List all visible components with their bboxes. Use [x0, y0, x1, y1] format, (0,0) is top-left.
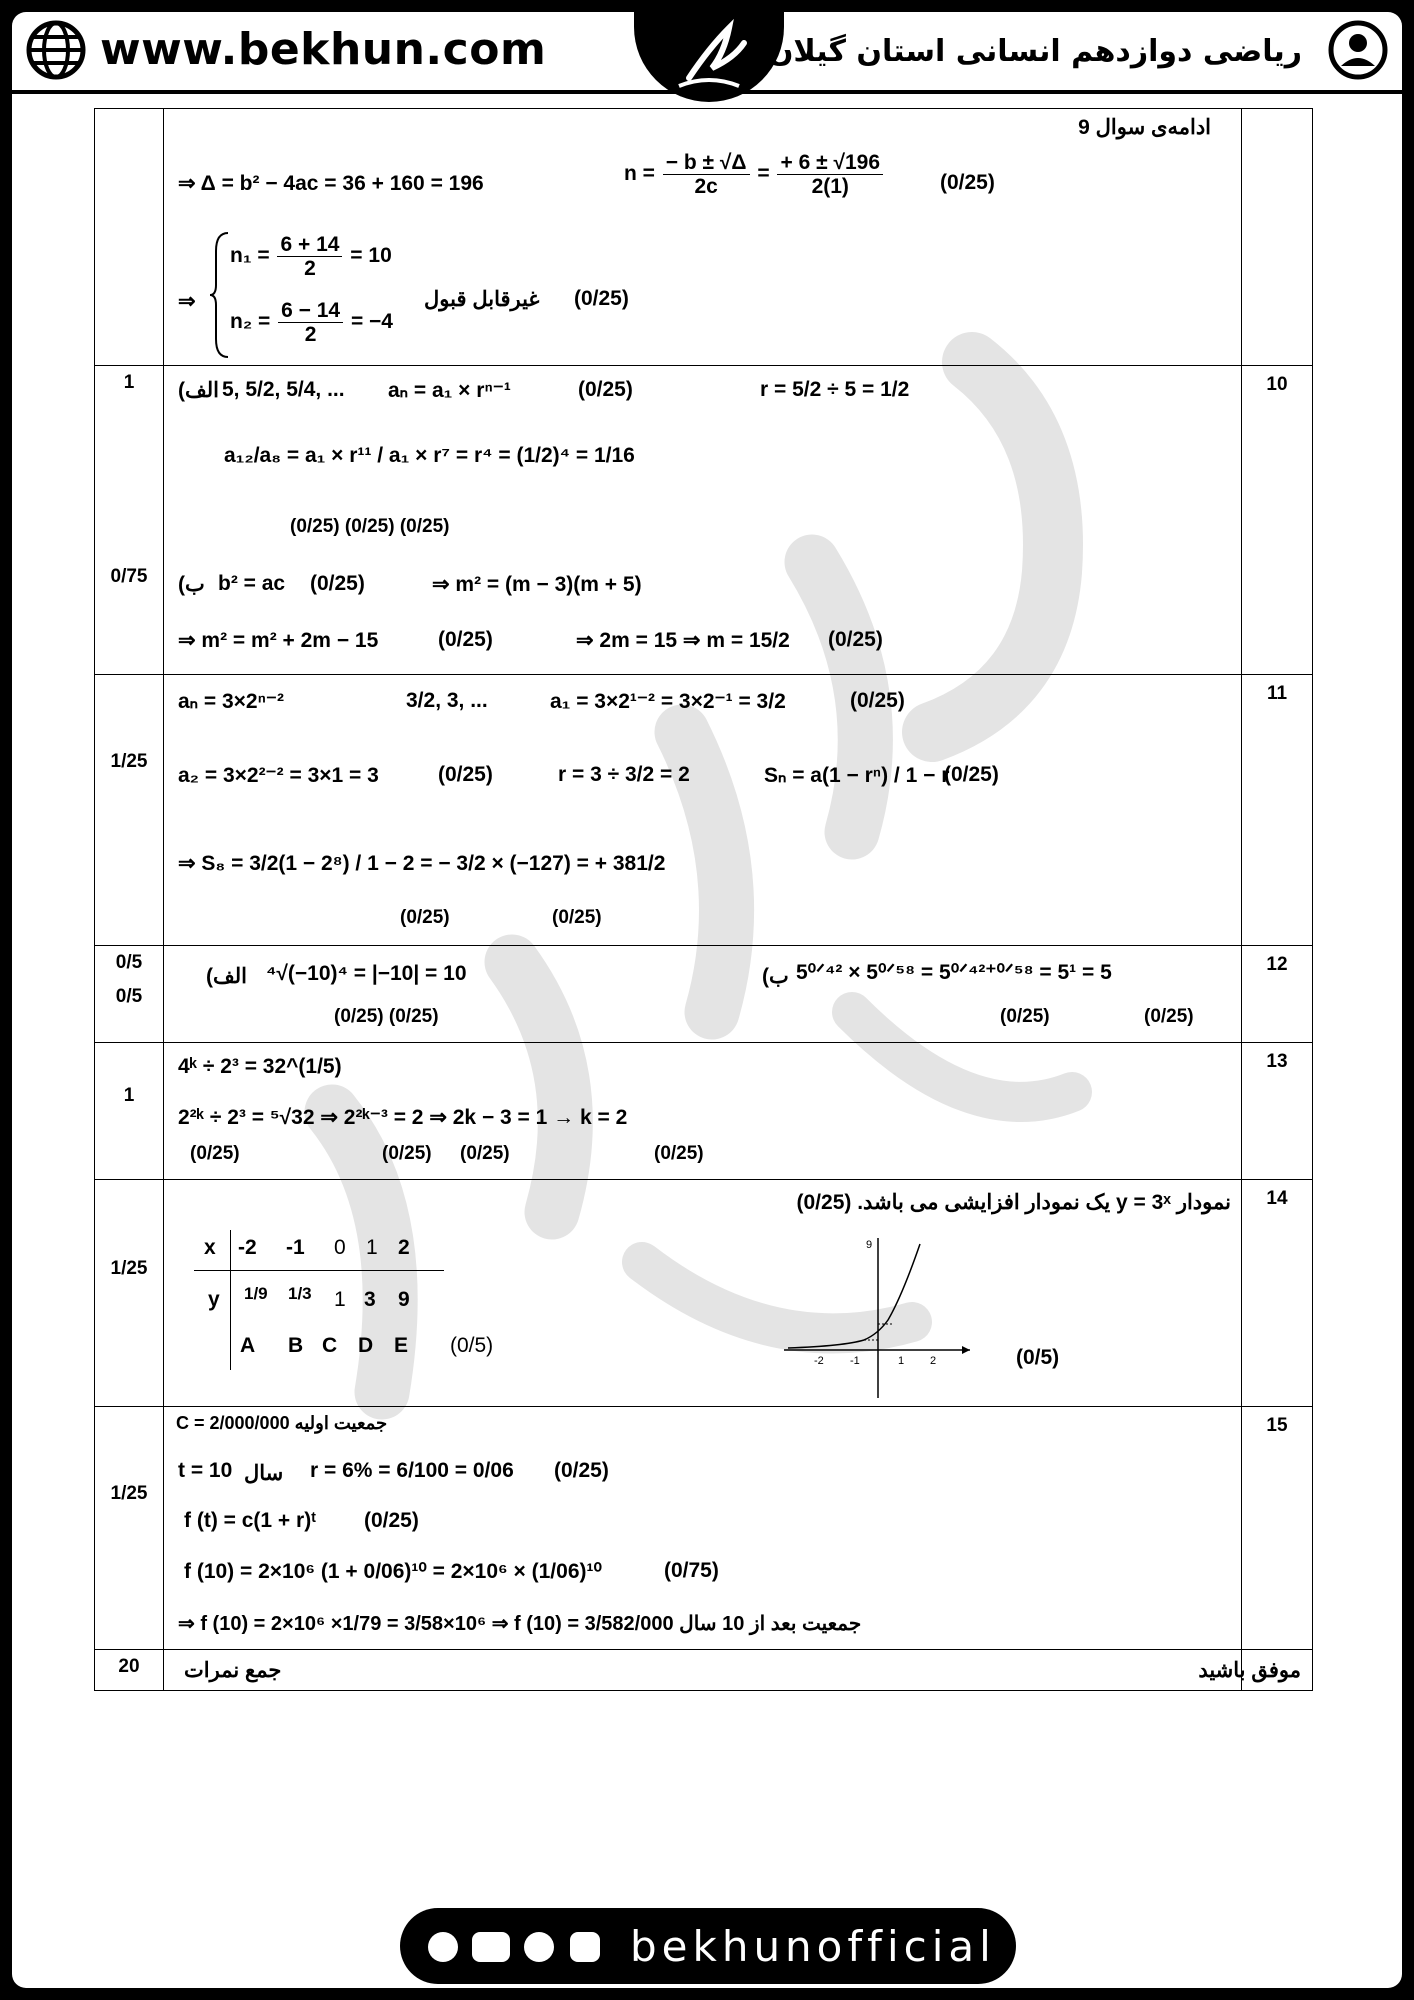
answer-cell-9	[164, 109, 1242, 366]
part-label: الف)	[206, 965, 247, 988]
equation: 2²ᵏ ÷ 2³ = ⁵√32 ⇒ 2²ᵏ⁻³ = 2 ⇒ 2k − 3 = 1 → k = 2	[178, 1106, 628, 1129]
numerator: − b ± √Δ	[663, 151, 750, 175]
y-value: 1	[334, 1288, 346, 1311]
score-mark: (0/25)	[944, 763, 999, 786]
answer-cell-11	[164, 675, 1242, 946]
equation-part: n₁ =	[230, 244, 270, 268]
score-cell	[95, 1650, 164, 1691]
equation-part: n =	[624, 162, 655, 186]
social-footer	[400, 1908, 1016, 1984]
x-label: x	[204, 1236, 216, 1259]
denominator: 2	[304, 257, 316, 281]
point-label: D	[358, 1334, 374, 1357]
equation: 5, 5/2, 5/4, ...	[222, 378, 345, 401]
page	[12, 12, 1402, 1988]
equation-part: = 10	[350, 244, 392, 268]
point-label: A	[240, 1334, 256, 1357]
equation: aₙ = 3×2ⁿ⁻²	[178, 690, 284, 713]
question-statement: نمودار y = 3ˣ یک نمودار افزایشی می باشد. (0/25)	[796, 1191, 1231, 1214]
y-label: y	[208, 1288, 220, 1311]
equation: Sₙ = a(1 − rⁿ) / 1 − r	[764, 764, 950, 787]
equation: 3/2, 3, ...	[406, 689, 488, 712]
question-number-cell	[1242, 366, 1313, 675]
score-mark: (0/5)	[450, 1334, 494, 1357]
note-text: غیرقابل قبول	[424, 288, 540, 311]
answer-cell-10	[164, 366, 1242, 675]
score-value: 1/25	[110, 1258, 148, 1279]
point-label: B	[288, 1334, 304, 1357]
score-cell	[95, 1180, 164, 1407]
score-mark: (0/25)	[382, 1143, 432, 1164]
exponential-graph	[784, 1236, 974, 1400]
unit-text: سال	[244, 1462, 284, 1485]
bekhun-logo	[634, 8, 784, 102]
tick-label: -2	[814, 1355, 824, 1367]
y-value: 1/9	[244, 1284, 268, 1303]
score-cell	[95, 1407, 164, 1650]
page-header	[12, 12, 1402, 94]
score-cell	[95, 1043, 164, 1180]
row-label: ادامه‌ی سوال 9	[1078, 116, 1211, 139]
score-cell	[95, 109, 164, 366]
implies-symbol: ⇒	[178, 290, 196, 313]
question-number: 13	[1266, 1051, 1288, 1072]
equation: f (t) = c(1 + r)ᵗ	[184, 1509, 316, 1532]
equation: ⇒ 2m = 15 ⇒ m = 15/2	[576, 629, 790, 652]
total-cell	[164, 1650, 1301, 1691]
question-number: 10	[1266, 374, 1288, 395]
equation: r = 5/2 ÷ 5 = 1/2	[760, 378, 910, 401]
closing-text: موفق باشید	[1198, 1659, 1301, 1682]
score-mark: (0/25)	[828, 628, 883, 651]
equation: ⇒ f (10) = 2×10⁶ ×1/79 = 3/58×10⁶ ⇒ f (10) = 3/582/000 جمعیت بعد از 10 سال	[178, 1613, 862, 1635]
score-cell	[95, 946, 164, 1043]
score-cell	[95, 366, 164, 675]
numerator: 6 + 14	[277, 233, 342, 257]
equation: ⇒ S₈ = 3/2(1 − 2⁸) / 1 − 2 = − 3/2 × (−127) = + 381/2	[178, 852, 666, 875]
question-number-cell	[1242, 946, 1313, 1043]
equation	[230, 233, 392, 280]
y-value: 9	[398, 1288, 410, 1311]
score-cell	[95, 675, 164, 946]
x-value: -2	[238, 1236, 257, 1259]
part-label: الف)	[178, 379, 219, 402]
page-title: ریاضی دوازدهم انسانی استان گیلان	[767, 34, 1302, 69]
score-mark: (0/25) (0/25) (0/25)	[290, 516, 450, 537]
score-value: 1	[123, 372, 135, 393]
answer-cell-14	[164, 1180, 1242, 1407]
score-mark: (0/25)	[438, 628, 493, 651]
score-mark: (0/25)	[460, 1143, 510, 1164]
question-number-cell	[1242, 1180, 1313, 1407]
x-value: -1	[286, 1236, 305, 1259]
score-mark: (0/25)	[554, 1459, 609, 1482]
numerator: + 6 ± √196	[777, 151, 883, 175]
score-value: 1/25	[110, 751, 148, 772]
total-score: 20	[118, 1656, 140, 1677]
question-number-cell	[1242, 109, 1313, 366]
score-mark: (0/25)	[190, 1143, 240, 1164]
question-number: 15	[1266, 1415, 1288, 1436]
equation: ⇒ m² = (m − 3)(m + 5)	[432, 573, 642, 596]
telegram-icon[interactable]	[524, 1932, 554, 1962]
globe-icon	[26, 20, 86, 80]
score-mark: (0/25)	[1000, 1006, 1050, 1027]
question-number-cell	[1242, 675, 1313, 946]
score-mark: (0/25)	[400, 907, 450, 928]
score-value: 0/5	[115, 952, 143, 973]
equation: r = 6% = 6/100 = 0/06	[310, 1459, 514, 1482]
score-mark: (0/25)	[364, 1509, 419, 1532]
numerator: 6 − 14	[278, 299, 343, 323]
equation: a₁ = 3×2¹⁻² = 3×2⁻¹ = 3/2	[550, 690, 786, 713]
score-mark: (0/25)	[310, 572, 365, 595]
score-value: 0/5	[115, 986, 143, 1007]
equation: n = $\frac{- b \pm √\Delta}{2c}$ = $\frac{+ 6 \pm √196}{2(1)}$	[624, 151, 885, 198]
equation: r = 3 ÷ 3/2 = 2	[558, 763, 690, 786]
tick-label: 2	[930, 1355, 937, 1367]
denominator: 2c	[694, 175, 718, 199]
total-label: جمع نمرات	[184, 1659, 282, 1682]
equation: C = 2/000/000 جمعیت اولیه	[176, 1413, 388, 1433]
score-mark: (0/25)	[654, 1143, 704, 1164]
equation: aₙ = a₁ × rⁿ⁻¹	[388, 379, 511, 402]
score-value: 0/75	[110, 566, 148, 587]
denominator: 2	[304, 323, 317, 347]
score-mark: (0/75)	[664, 1559, 719, 1582]
answer-cell-15	[164, 1407, 1242, 1650]
x-value: 2	[398, 1236, 410, 1259]
question-number: 11	[1266, 683, 1288, 704]
question-number-cell	[1242, 1043, 1313, 1180]
question-number-cell	[1242, 1407, 1313, 1650]
question-number: 14	[1266, 1188, 1288, 1209]
tick-label: 9	[866, 1239, 873, 1251]
equation: a₁₂/a₈ = a₁ × r¹¹ / a₁ × r⁷ = r⁴ = (1/2)⁴ = 1/16	[224, 444, 635, 467]
equation: f (10) = 2×10⁶ (1 + 0/06)¹⁰ = 2×10⁶ × (1/06)¹⁰	[184, 1560, 602, 1583]
score-mark: (0/25)	[1144, 1006, 1194, 1027]
site-url[interactable]: www.bekhun.com	[100, 24, 547, 75]
score-mark: (0/25)	[552, 907, 602, 928]
equation-part: n₂ =	[230, 310, 271, 334]
score-value: 1/25	[110, 1483, 148, 1504]
score-mark: (0/25) (0/25)	[334, 1006, 439, 1027]
equation: a₂ = 3×2²⁻² = 3×1 = 3	[178, 764, 379, 787]
score-mark: (0/25)	[578, 378, 633, 401]
part-label: ب)	[762, 965, 789, 988]
score-mark: (0/25)	[438, 763, 493, 786]
equation: 4ᵏ ÷ 2³ = 32^(1/5)	[178, 1055, 342, 1078]
equation: ⇒ m² = m² + 2m − 15	[178, 629, 379, 652]
user-icon	[1328, 20, 1388, 80]
score-mark: (0/25)	[850, 689, 905, 712]
equation: 5⁰ᐟ⁴² × 5⁰ᐟ⁵⁸ = 5⁰ᐟ⁴²⁺⁰ᐟ⁵⁸ = 5¹ = 5	[796, 961, 1112, 984]
point-label: C	[322, 1334, 338, 1357]
equation: ⁴√(−10)⁴ = |−10| = 10	[266, 962, 467, 985]
question-number-cell	[1242, 1650, 1313, 1691]
answer-cell-12	[164, 946, 1242, 1043]
tick-label: 1	[898, 1355, 905, 1367]
x-value: 0	[334, 1236, 346, 1259]
score-mark: (0/25)	[574, 287, 629, 310]
equation-part: = −4	[350, 310, 393, 334]
value-table	[194, 1230, 454, 1370]
denominator: 2(1)	[811, 175, 849, 199]
equation: t = 10	[178, 1459, 233, 1482]
instagram-icon[interactable]	[570, 1932, 600, 1962]
score-mark: (0/25)	[940, 171, 995, 194]
x-value: 1	[366, 1236, 378, 1259]
score-mark: (0/5)	[1016, 1346, 1060, 1369]
y-value: 1/3	[288, 1284, 312, 1303]
social-handle[interactable]: bekhunofficial	[630, 1922, 996, 1971]
answer-table	[94, 108, 1313, 1691]
equation	[230, 299, 393, 346]
score-value: 1	[123, 1085, 135, 1106]
brace-icon	[210, 231, 230, 359]
y-value: 3	[364, 1288, 376, 1311]
answer-cell-13	[164, 1043, 1242, 1180]
point-label: E	[394, 1334, 409, 1357]
part-label: ب)	[178, 573, 205, 596]
equation: b² = ac	[218, 572, 286, 595]
tick-label: -1	[850, 1355, 860, 1367]
aparat-icon[interactable]	[428, 1932, 458, 1962]
youtube-icon[interactable]	[472, 1932, 510, 1962]
equation: ⇒ Δ = b² − 4ac = 36 + 160 = 196	[178, 172, 484, 195]
question-number: 12	[1266, 954, 1288, 975]
